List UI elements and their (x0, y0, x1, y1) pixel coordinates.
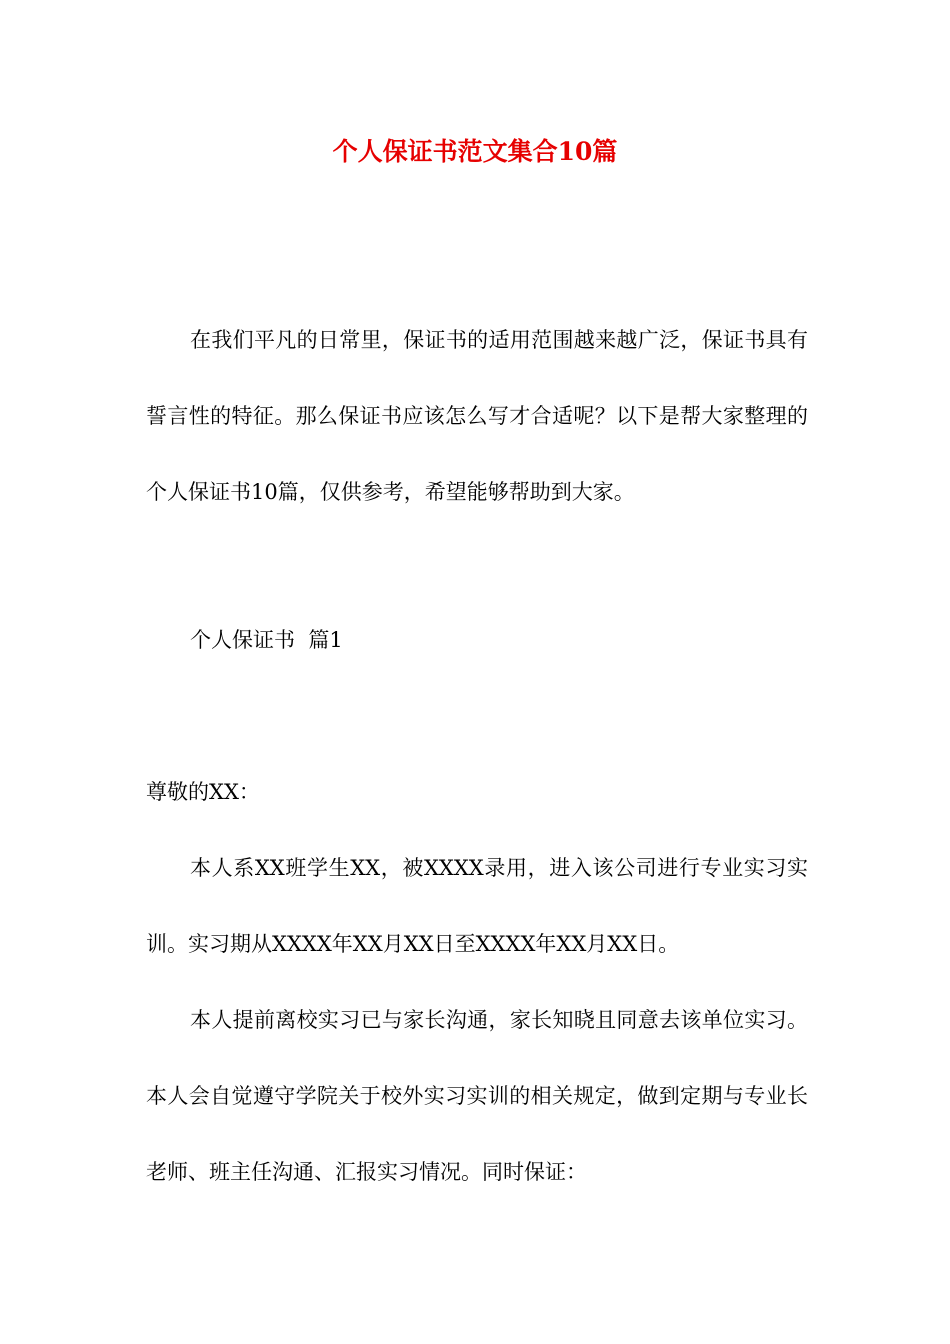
section-heading: 个人保证书 篇1 (190, 628, 343, 652)
salutation: 尊敬的XX： (146, 780, 260, 804)
body-paragraph-1: 本人系XX班学生XX，被XXXX录用，进入该公司进行专业实习实训。实习期从XXXX年XX月XX日至XXXX年XX月XX日。 (146, 856, 808, 956)
body-paragraph-2: 本人提前离校实习已与家长沟通，家长知晓且同意去该单位实习。本人会自觉遵守学院关于校外实习实训的相关规定，做到定期与专业长老师、班主任沟通、汇报实习情况。同时保证： (146, 1008, 808, 1184)
intro-paragraph: 在我们平凡的日常里，保证书的适用范围越来越广泛，保证书具有誓言性的特征。那么保证书应该怎么写才合适呢？以下是帮大家整理的个人保证书10篇，仅供参考，希望能够帮助到大家。 (146, 328, 808, 504)
document-title: 个人保证书范文集合10篇 (332, 137, 618, 166)
